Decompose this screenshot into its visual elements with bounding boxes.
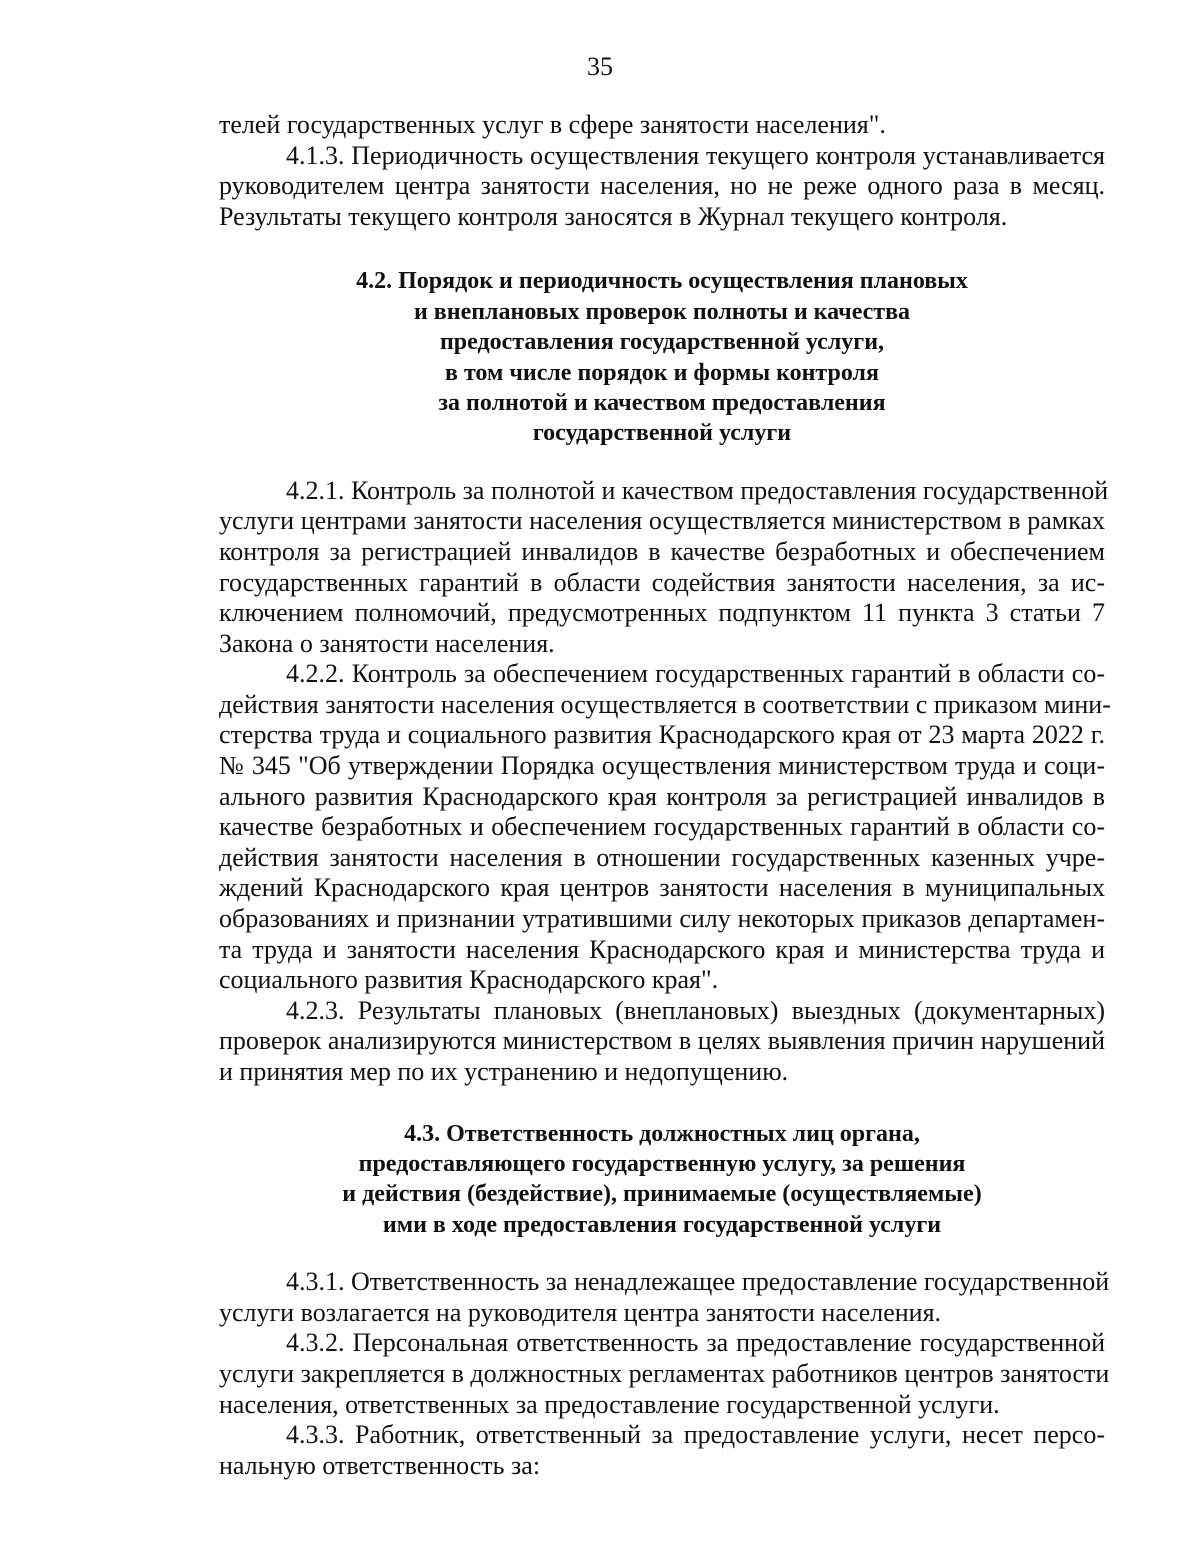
paragraph-line: нальную ответственность за: <box>219 1450 541 1480</box>
paragraph-line: и принятия мер по их устранению и недопущению. <box>219 1057 789 1086</box>
heading-line: государственной услуги <box>532 420 792 447</box>
paragraph-line: Результаты текущего контроля заносятся в Журнал текущего контроля. <box>219 201 1008 231</box>
paragraph-line: 4.2.1. Контроль за полнотой и качеством предоставления государственной <box>286 475 1109 505</box>
heading-line: 4.2. Порядок и периодичность осуществления плановых <box>356 268 968 295</box>
section-heading-4-2 <box>219 266 1105 448</box>
paragraph-line: населения, ответственных за предоставление государственной услуги. <box>219 1389 1000 1419</box>
heading-line: предоставляющего государственную услугу, за решения <box>358 1150 966 1177</box>
heading-line: и действия (бездействие), принимаемые (осуществляемые) <box>342 1181 982 1208</box>
paragraph-line: проверок анализируются министерством в целях выявления причин нарушений <box>219 1026 1105 1056</box>
paragraph-line: ального развития Краснодарского края контроля за регистрацией инвалидов в <box>219 781 1105 811</box>
page-number: 35 <box>587 52 613 81</box>
paragraph-line: ждений Краснодарского края центров занятости населения в муниципальных <box>219 873 1105 903</box>
paragraph-line: образованиях и признании утратившими силу некоторых приказов департамен- <box>219 904 1105 934</box>
paragraph-line: 4.3.3. Работник, ответственный за предоставление услуги, несет персо- <box>286 1420 1105 1450</box>
paragraph-line: контроля за регистрацией инвалидов в качестве безработных и обеспечением <box>219 536 1105 566</box>
paragraph-line: действия занятости населения в отношении государственных казенных учре- <box>219 842 1105 872</box>
paragraph-line: услуги центрами занятости населения осуществляется министерством в рамках <box>219 506 1105 536</box>
paragraph-line: качестве безработных и обеспечением государственных гарантий в области со- <box>219 812 1105 842</box>
paragraph-line: телей государственных услуг в сфере занятости населения". <box>219 110 886 139</box>
intro-paragraph <box>219 110 1105 141</box>
page-content <box>219 110 1111 1481</box>
paragraph-line: 4.1.3. Периодичность осуществления текущего контроля устанавливается <box>286 140 1105 170</box>
paragraph-line: 4.3.1. Ответственность за ненадлежащее предоставление государственной <box>286 1267 1110 1297</box>
paragraph-line: Закона о занятости населения. <box>219 628 555 658</box>
heading-line: 4.3. Ответственность должностных лиц органа, <box>404 1120 920 1147</box>
heading-line: предоставления государственной услуги, <box>439 329 885 356</box>
paragraph-line: та труда и занятости населения Краснодарского края и министерства труда и <box>219 934 1105 964</box>
paragraph-line: ключением полномочий, предусмотренных подпунктом 11 пункта 3 статьи 7 <box>219 598 1105 628</box>
paragraph-4-2-1 <box>219 475 1109 660</box>
heading-line: в том числе порядок и формы контроля <box>445 359 879 386</box>
paragraph-4-1-3 <box>219 141 1105 233</box>
section-heading-4-3 <box>219 1119 1105 1241</box>
paragraph-line: стерства труда и социального развития Краснодарского края от 23 марта 2022 г. <box>219 720 1105 750</box>
paragraph-line: руководителем центра занятости населения, но не реже одного раза в месяц. <box>219 171 1105 201</box>
paragraph-line: 4.2.3. Результаты плановых (внеплановых) выездных (документарных) <box>286 995 1105 1025</box>
paragraph-line: услуги закрепляется в должностных регламентах работников центров занятости <box>219 1358 1110 1388</box>
paragraph-line: № 345 "Об утверждении Порядка осуществления министерством труда и соци- <box>219 751 1105 781</box>
paragraph-line: 4.3.2. Персональная ответственность за предоставление государственной <box>286 1328 1105 1358</box>
heading-line: ими в ходе предоставления государственной услуги <box>382 1211 942 1238</box>
paragraph-line: услуги возлагается на руководителя центра занятости населения. <box>219 1297 942 1327</box>
paragraph-4-3-2 <box>219 1328 1110 1420</box>
paragraph-line: действия занятости населения осуществляется в соответствии с приказом мини- <box>219 689 1111 719</box>
paragraph-4-3-1 <box>219 1267 1110 1328</box>
paragraph-line: социального развития Краснодарского края". <box>219 965 719 995</box>
paragraph-line: государственных гарантий в области содействия занятости населения, за ис- <box>219 567 1105 597</box>
heading-line: и внеплановых проверок полноты и качества <box>413 298 911 325</box>
paragraph-line: 4.2.2. Контроль за обеспечением государственных гарантий в области со- <box>286 659 1105 689</box>
paragraph-4-2-2 <box>219 659 1111 996</box>
paragraph-4-3-3 <box>219 1420 1105 1481</box>
heading-line: за полнотой и качеством предоставления <box>438 389 886 416</box>
paragraph-4-2-3 <box>219 996 1105 1088</box>
